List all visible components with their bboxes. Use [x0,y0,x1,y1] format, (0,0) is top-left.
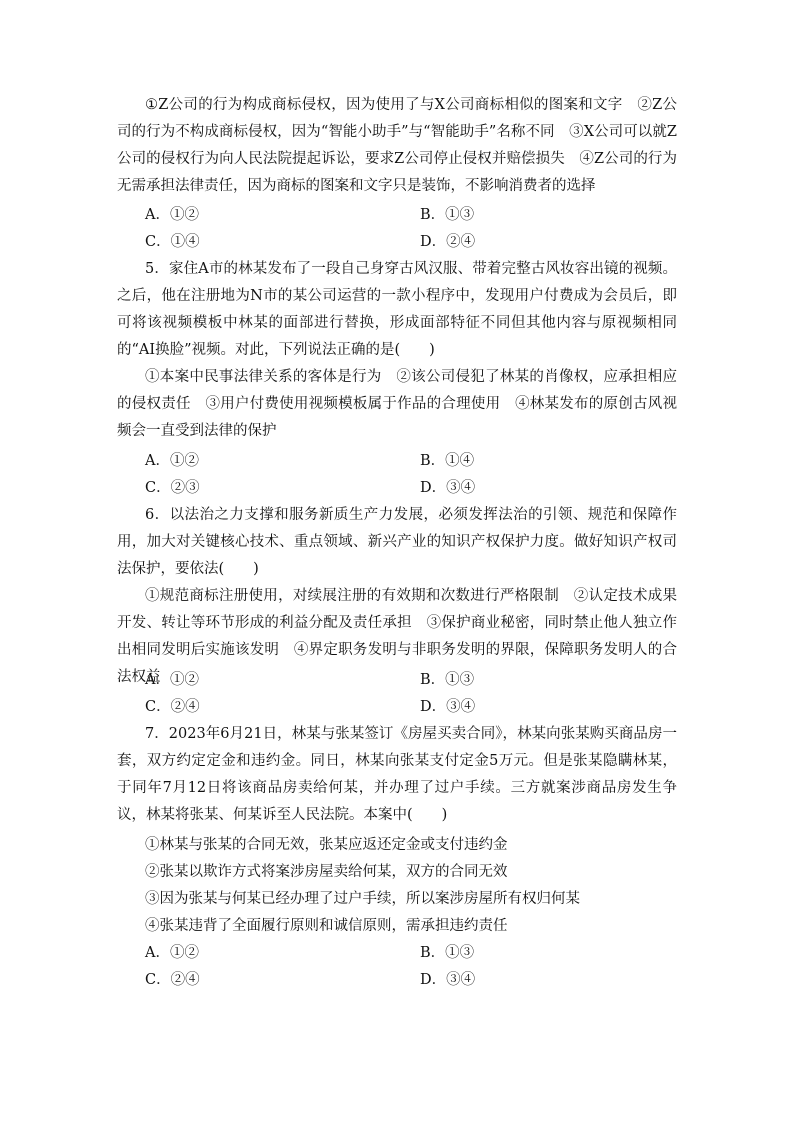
q4-option-b[interactable]: B．①③ [420,207,475,223]
q7-option-c[interactable]: C．②④ [145,972,200,988]
q6-statements: ①规范商标注册使用，对续展注册的有效期和次数进行严格限制 ②认定技术成果开发、转让等环节形成的利益分配及责任承担 ③保护商业秘密，同时禁止他人独立作出相同发明后实施该发明 ④界定职务发明与非职务发明的界限，保障职务发明人的合法权益 [117,588,677,685]
q6-option-d[interactable]: D．③④ [420,699,476,715]
q7-option-a[interactable]: A．①② [145,945,199,961]
q6-stem: 6．以法治之力支撑和服务新质生产力发展，必须发挥法治的引领、规范和保障作用，加大对关键核心技术、重点领域、新兴产业的知识产权保护力度。做好知识产权司法保护，要依法( ) [117,507,677,577]
q5-statements: ①本案中民事法律关系的客体是行为 ②该公司侵犯了林某的肖像权，应承担相应的侵权责任 ③用户付费使用视频模板属于作品的合理使用 ④林某发布的原创古风视频会一直受到法律的保护 [117,369,677,439]
q5-option-b[interactable]: B．①④ [420,453,475,469]
q7-option-b[interactable]: B．①③ [420,945,475,961]
q4-option-d[interactable]: D．②④ [420,234,476,250]
q5-option-a[interactable]: A．①② [145,453,199,469]
q7-stem: 7．2023年6月21日，林某与张某签订《房屋买卖合同》，林某向张某购买商品房一套，双方约定定金和违约金。同日，林某向张某支付定金5万元。但是张某隐瞒林某，于同年7月12日将该商品房卖给何某，并办理了过户手续。三方就案涉商品房发生争议，林某将张某、何某诉至人民法院。本案中( ) [117,726,677,823]
q6-option-c[interactable]: C．②④ [145,699,200,715]
q4-statements: ①Z公司的行为构成商标侵权，因为使用了与X公司商标相似的图案和文字 ②Z公司的行为不构成商标侵权，因为“智能小助手”与“智能助手”名称不同 ③X公司可以就Z公司的侵权行为向人民法院提起诉讼，要求Z公司停止侵权并赔偿损失 ④Z公司的行为无需承担法律责任，因为商标的图案和文字只是装饰，不影响消费者的选择 [117,97,677,194]
q6-option-a[interactable]: A．①② [145,672,199,688]
q7-option-d[interactable]: D．③④ [420,972,476,988]
q5-stem: 5．家住A市的林某发布了一段自己身穿古风汉服、带着完整古风妆容出镜的视频。之后，他在注册地为N市的某公司运营的一款小程序中，发现用户付费成为会员后，即可将该视频模板中林某的面部进行替换，形成面部特征不同但其他内容与原视频相同的“AI换脸”视频。对此，下列说法正确的是( ) [117,261,677,358]
q5-option-c[interactable]: C．②③ [145,480,200,496]
q6-option-b[interactable]: B．①③ [420,672,475,688]
q5-option-d[interactable]: D．③④ [420,480,476,496]
q7-statement-2: ②张某以欺诈方式将案涉房屋卖给何某，双方的合同无效 [145,864,508,880]
q4-option-c[interactable]: C．①④ [145,234,200,250]
q4-option-a[interactable]: A．①② [145,207,199,223]
q7-statement-3: ③因为张某与何某已经办理了过户手续，所以案涉房屋所有权归何某 [145,891,580,907]
q7-statement-4: ④张某违背了全面履行原则和诚信原则，需承担违约责任 [145,918,508,934]
q7-statement-1: ①林某与张某的合同无效，张某应返还定金或支付违约金 [145,837,508,853]
